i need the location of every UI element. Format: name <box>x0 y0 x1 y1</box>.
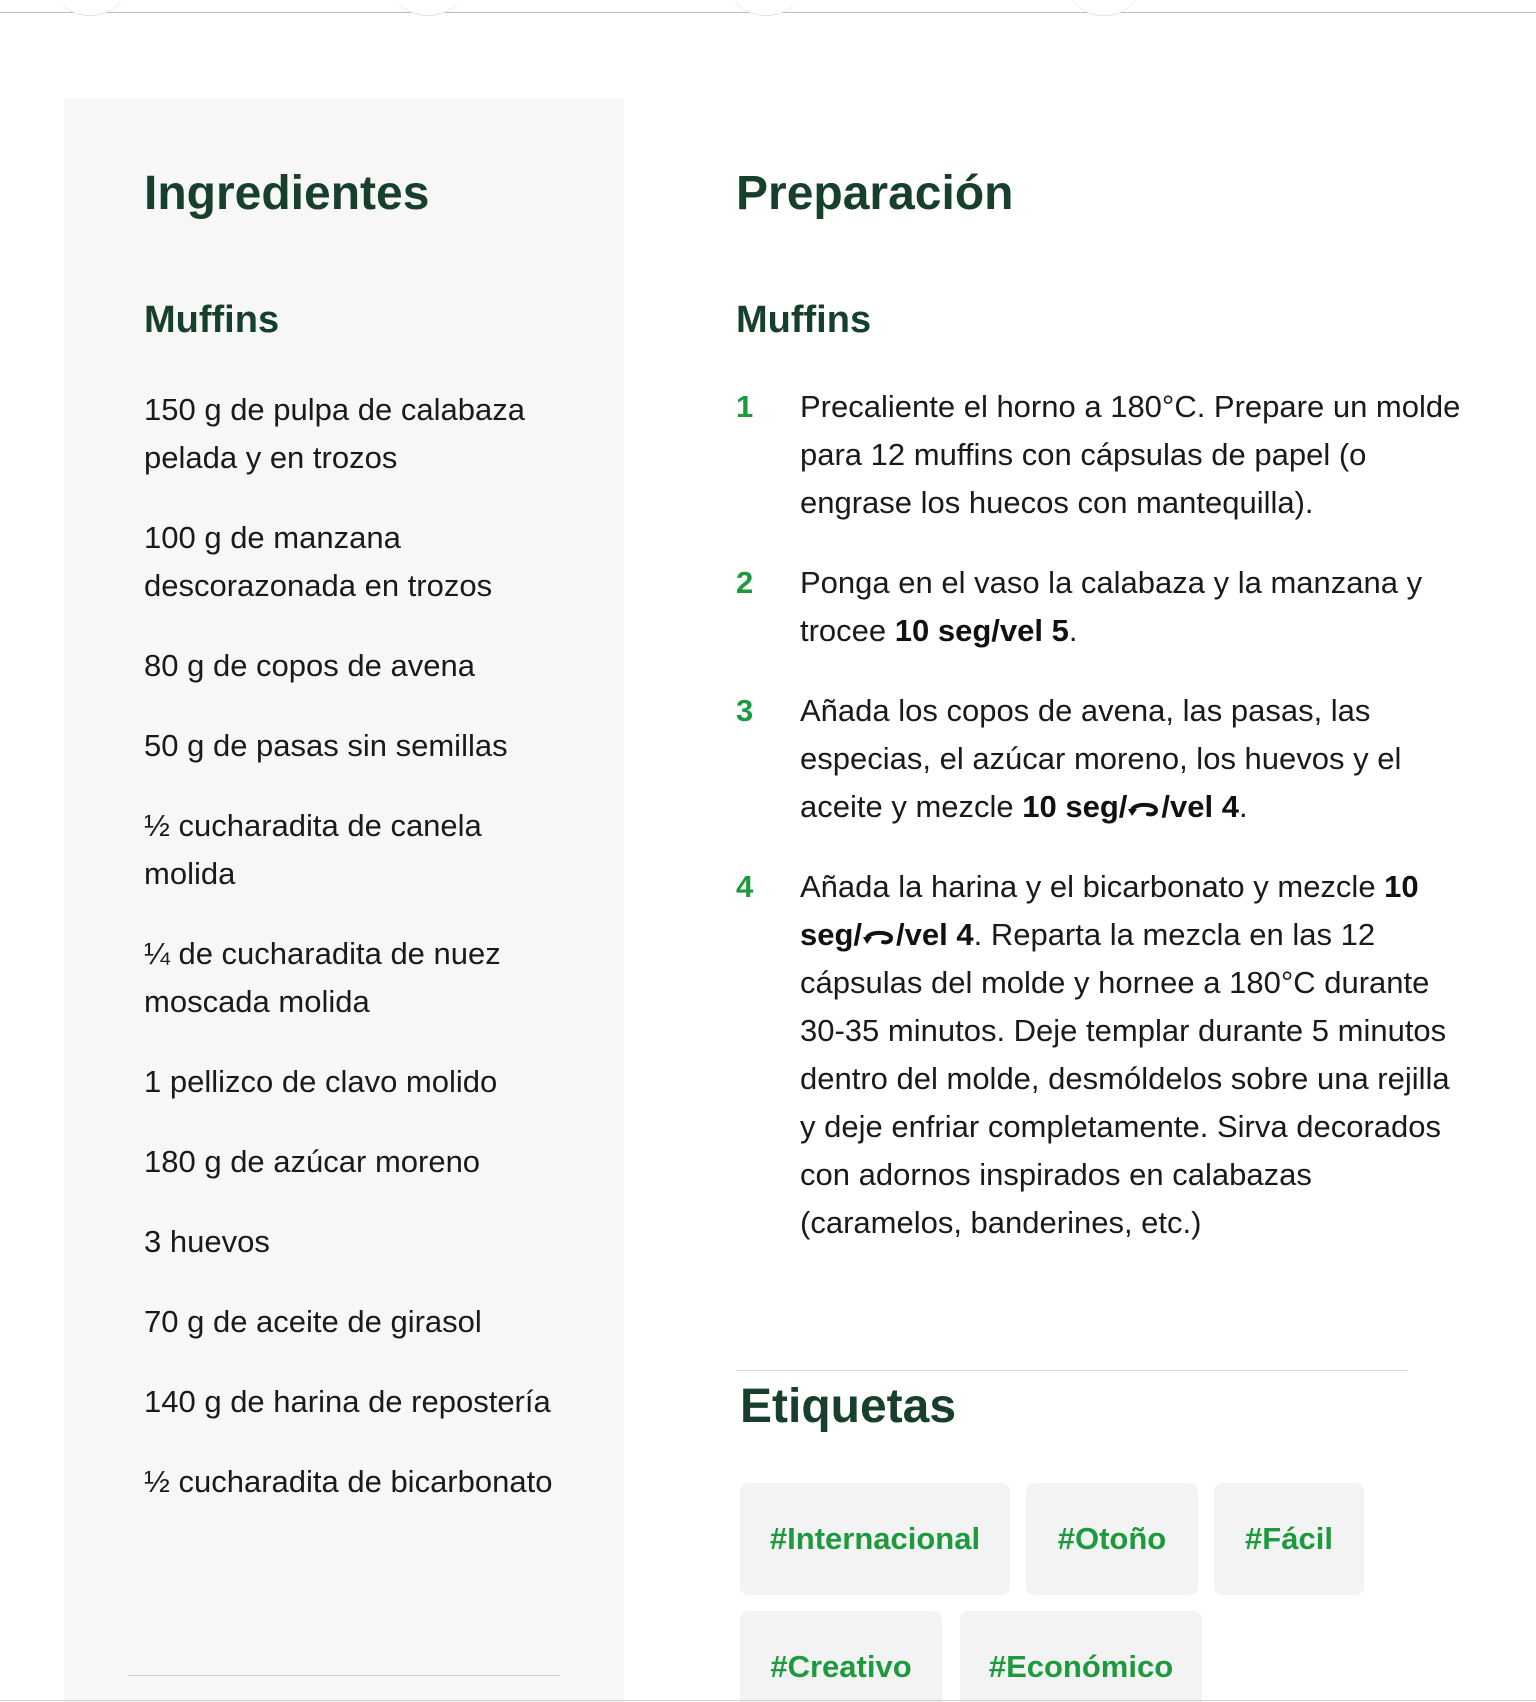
ingredients-list <box>144 386 564 1538</box>
ingredient-item: 80 g de copos de avena <box>144 648 475 683</box>
ingredient-item: 3 huevos <box>144 1224 270 1259</box>
ingredient-item: 180 g de azúcar moreno <box>144 1144 481 1179</box>
nav-circle-4[interactable] <box>1069 0 1139 16</box>
step-text-part: Añada los copos de avena, las pasas, las especias, el azúcar moreno, los huevos y el aceite y mezcle <box>800 693 1402 824</box>
step-text <box>800 559 1466 655</box>
step-number: 2 <box>736 565 754 600</box>
bottom-border <box>0 1700 1536 1701</box>
ingredient-item: 70 g de aceite de girasol <box>144 1304 482 1339</box>
step-setting: 10 seg/vel 5 <box>894 613 1069 648</box>
step-text <box>800 687 1466 831</box>
tag-otono[interactable]: #Otoño <box>1026 1483 1198 1595</box>
ingredient-item: 140 g de harina de repostería <box>144 1384 551 1419</box>
step-text <box>800 863 1466 1247</box>
ingredients-title: Ingredientes <box>144 167 430 220</box>
tag-facil[interactable]: #Fácil <box>1214 1483 1364 1595</box>
tag-creativo[interactable]: #Creativo <box>740 1611 942 1702</box>
step-setting <box>1022 789 1239 824</box>
nav-circle-2[interactable] <box>393 0 463 16</box>
tags-divider <box>736 1370 1408 1371</box>
step-item <box>736 687 1466 831</box>
preparation-title: Preparación <box>736 167 1014 220</box>
ingredient-item: ¼ de cucharadita de nuez moscada molida <box>144 936 501 1019</box>
step-number: 1 <box>736 389 754 424</box>
ingredient-item: 50 g de pasas sin semillas <box>144 728 508 763</box>
tag-internacional[interactable]: #Internacional <box>740 1483 1010 1595</box>
step-setting-speed: /vel 4 <box>1161 789 1239 824</box>
tag-economico[interactable]: #Económico <box>960 1611 1202 1702</box>
step-text-part: . Reparta la mezcla en las 12 cápsulas del molde y hornee a 180°C durante 30-35 minutos. Deje templar durante 5 minutos dentro del molde, desmóldelos sobre una rejilla y deje enfriar completamente. Sirva decorados con adornos inspirados en calabazas (caramelos, banderines, etc.) <box>800 917 1450 1240</box>
nav-circle-3[interactable] <box>731 0 801 16</box>
ingredient-item: ½ cucharadita de bicarbonato <box>144 1464 553 1499</box>
ingredients-divider <box>128 1675 560 1676</box>
step-item <box>736 383 1466 527</box>
step-setting-speed: /vel 4 <box>896 917 974 952</box>
nav-circle-1[interactable] <box>55 0 125 16</box>
step-number: 3 <box>736 693 754 728</box>
step-setting-time: 10 seg/ <box>800 869 1419 952</box>
ingredients-subtitle: Muffins <box>144 299 280 341</box>
tags-title: Etiquetas <box>740 1380 957 1433</box>
ingredient-item: 1 pellizco de clavo molido <box>144 1064 498 1099</box>
counter-clockwise-operation-icon <box>862 927 896 947</box>
step-text-part: . <box>1238 789 1248 824</box>
step-text: Precaliente el horno a 180°C. Prepare un molde para 12 muffins con cápsulas de papel (o engrase los huecos con mantequilla). <box>800 389 1461 520</box>
step-text-part: . <box>1068 613 1078 648</box>
step-text-part: Añada la harina y el bicarbonato y mezcle <box>800 869 1385 904</box>
ingredient-item: 150 g de pulpa de calabaza pelada y en trozos <box>144 392 525 475</box>
step-text-part: Ponga en el vaso la calabaza y la manzana y trocee <box>800 565 1423 648</box>
ingredient-item: 100 g de manzana descorazonada en trozos <box>144 520 493 603</box>
step-setting-time: 10 seg/ <box>1022 789 1128 824</box>
step-item <box>736 559 1466 655</box>
step-number: 4 <box>736 869 754 904</box>
preparation-subtitle: Muffins <box>736 299 872 341</box>
counter-clockwise-operation-icon <box>1127 799 1161 819</box>
ingredient-item: ½ cucharadita de canela molida <box>144 808 482 891</box>
step-item <box>736 863 1466 1247</box>
preparation-steps <box>736 383 1466 1279</box>
